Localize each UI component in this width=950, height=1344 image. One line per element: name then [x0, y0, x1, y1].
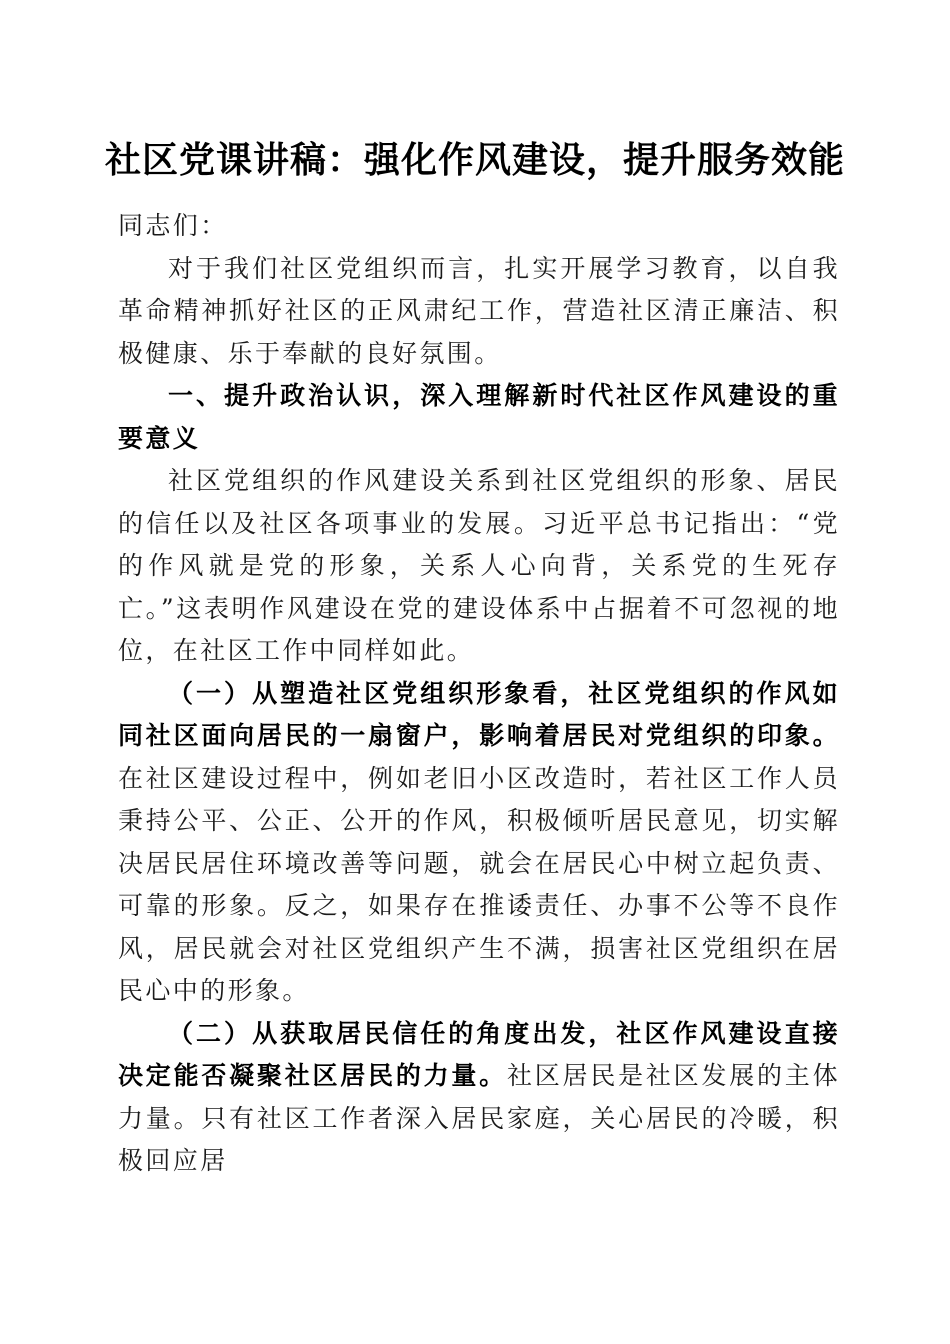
document-body — [118, 205, 840, 1183]
point-1-paragraph — [118, 673, 840, 1013]
section-heading-1: 一、提升政治认识，深入理解新时代社区作风建设的重要意义 — [118, 381, 840, 453]
salutation: 同志们： — [118, 211, 228, 240]
point-1-body: 在社区建设过程中，例如老旧小区改造时，若社区工作人员秉持公平、公正、公开的作风，积极倾听居民意见，切实解决居民居住环境改善等问题，就会在居民心中树立起负责、可靠的形象。反之，如果存在推诿责任、办事不公等不良作风，居民就会对社区党组织产生不满，损害社区党组织在居民心中的形象。 — [118, 763, 840, 1005]
point-2-lead: （二）从获取居民信任的角度出发，社区作风建设直接决定能否凝聚社区居民的力量。 — [118, 1018, 840, 1090]
point-2-body: 社区居民是社区发展的主体力量。只有社区工作者深入居民家庭，关心居民的冷暖，积极回应居 — [118, 1061, 840, 1175]
point-2-paragraph — [118, 1013, 840, 1183]
document-title: 社区党课讲稿：强化作风建设，提升服务效能 — [104, 139, 845, 181]
point-1-lead: （一）从塑造社区党组织形象看，社区党组织的作风如同社区面向居民的一扇窗户，影响着居民对党组织的印象。 — [118, 678, 840, 750]
section-1-paragraph: 社区党组织的作风建设关系到社区党组织的形象、居民的信任以及社区各项事业的发展。习近平总书记指出：“党的作风就是党的形象，关系人心向背，关系党的生死存亡。”这表明作风建设在党的建设体系中占据着不可忽视的地位，在社区工作中同样如此。 — [118, 466, 840, 665]
intro-paragraph: 对于我们社区党组织而言，扎实开展学习教育，以自我革命精神抓好社区的正风肃纪工作，营造社区清正廉洁、积极健康、乐于奉献的良好氛围。 — [118, 253, 840, 368]
